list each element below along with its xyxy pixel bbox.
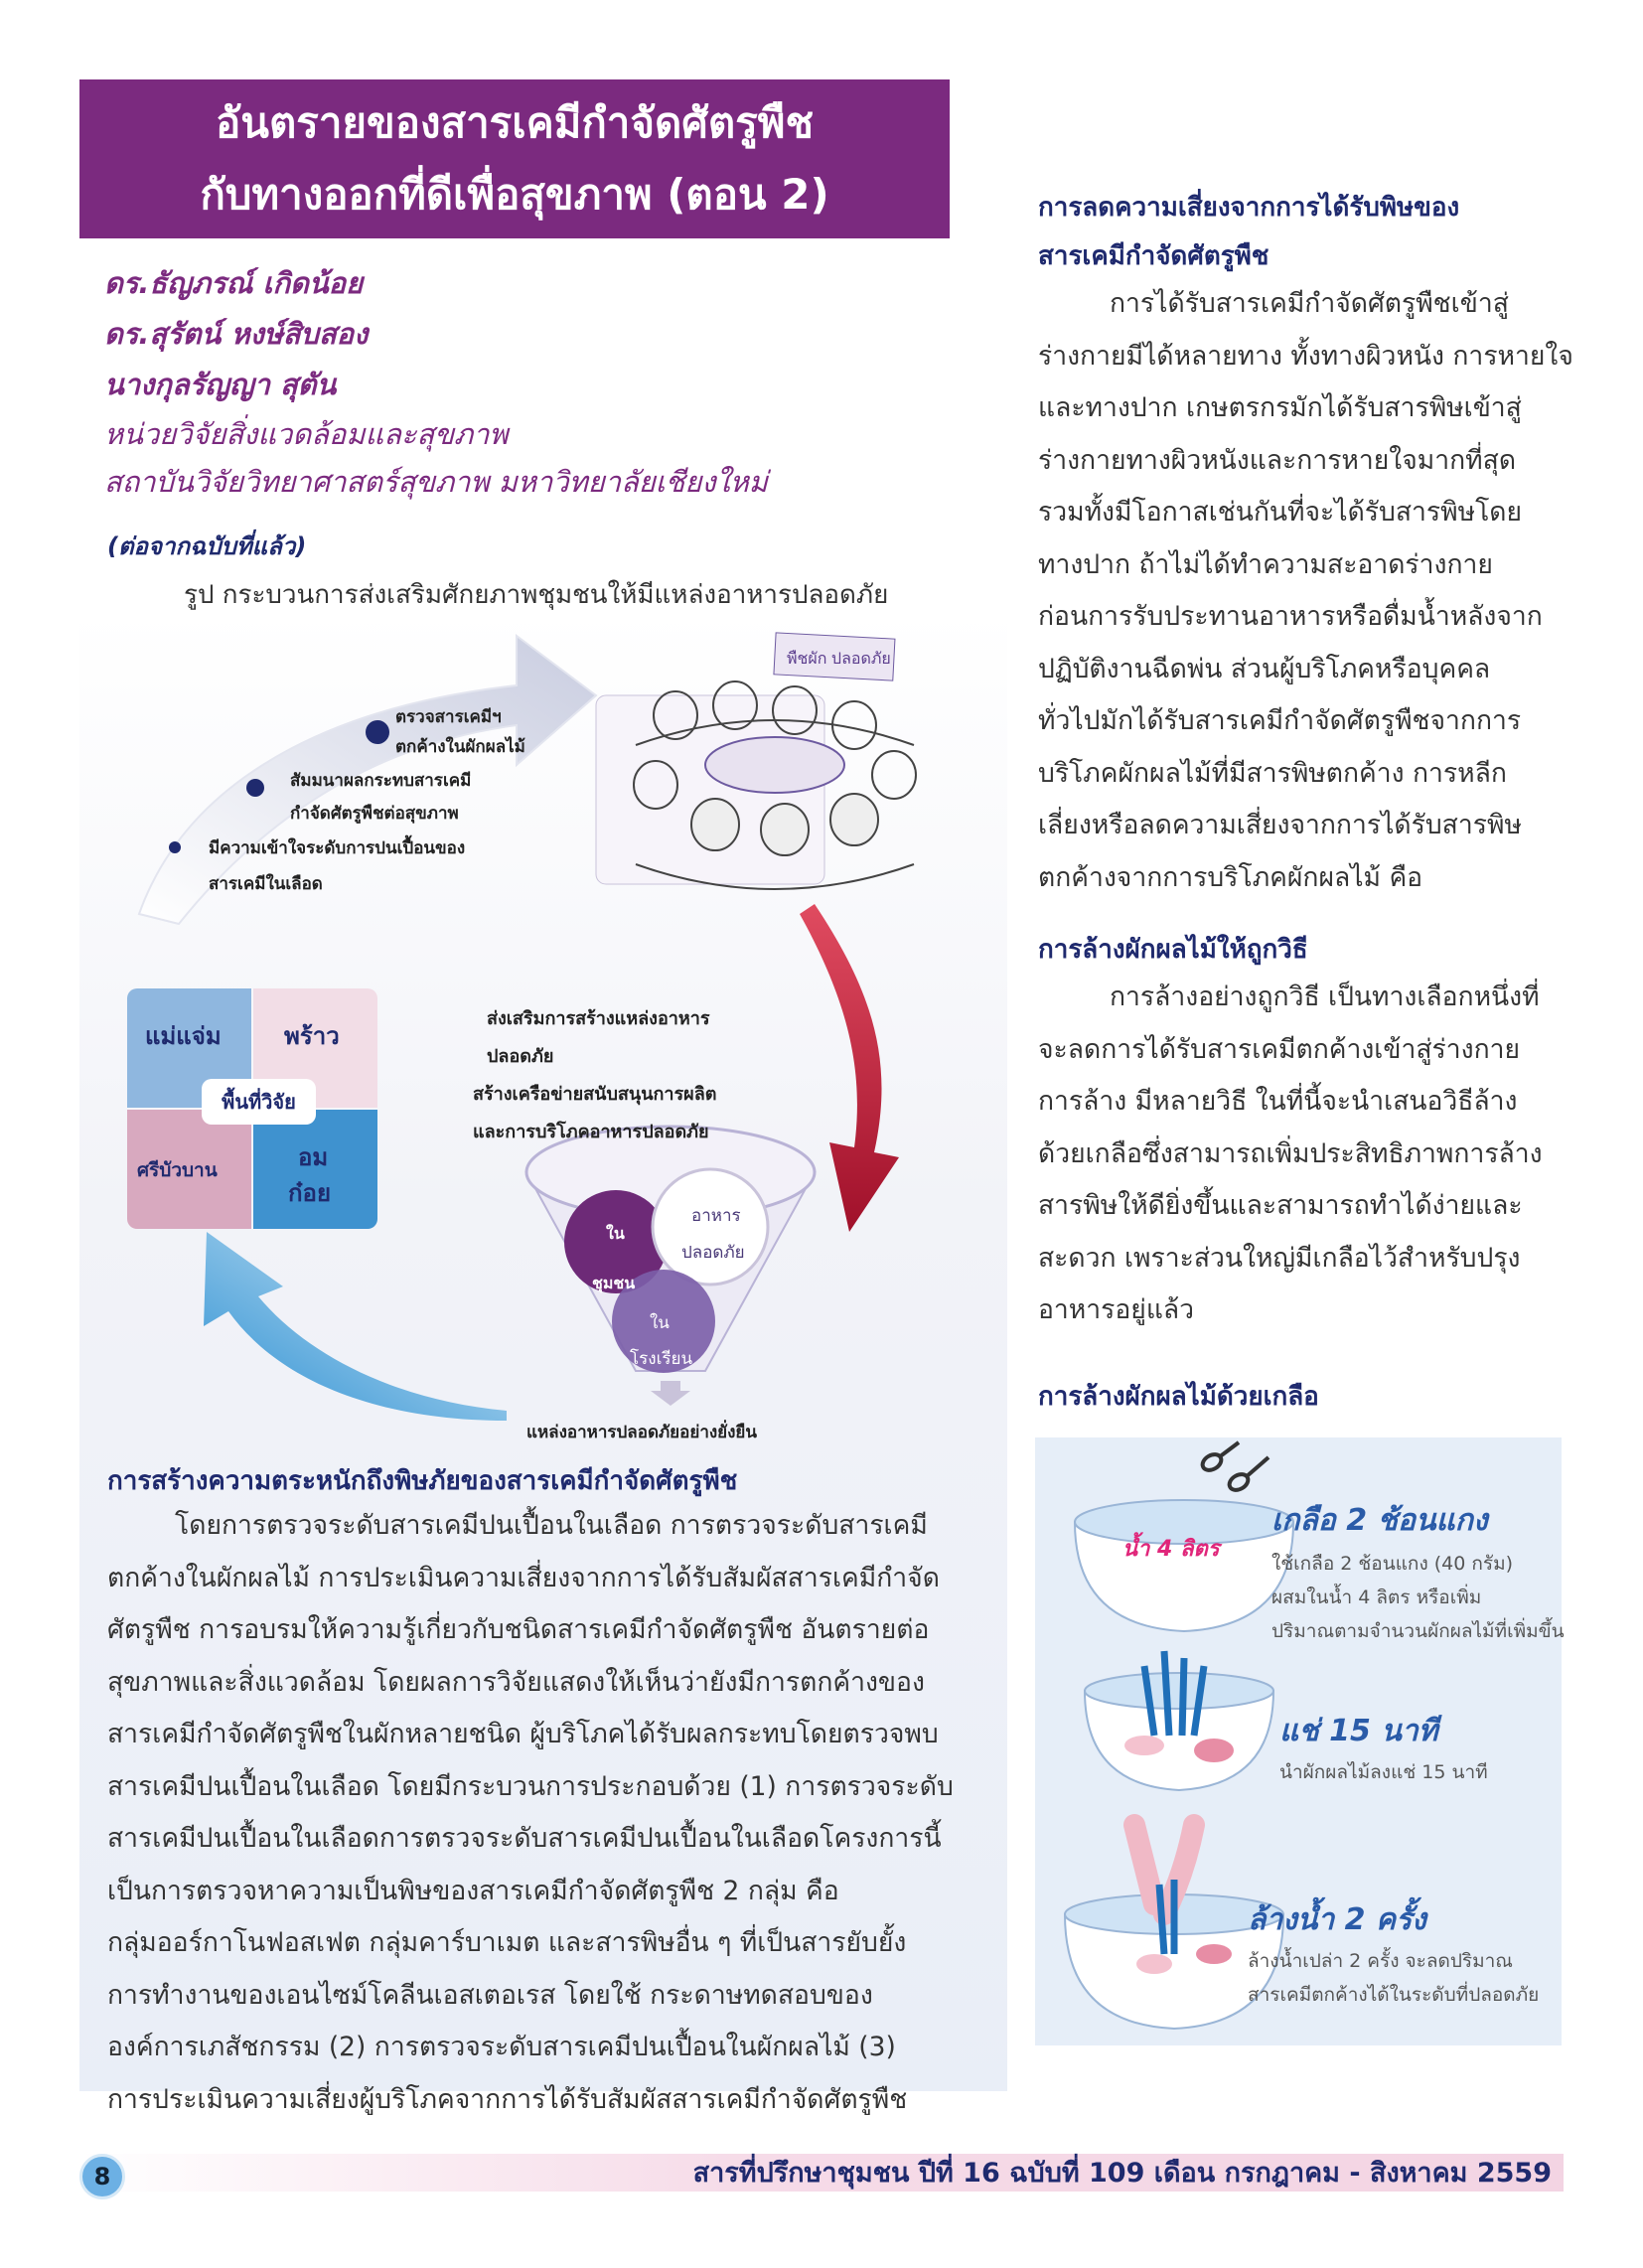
risk-body <box>1038 278 1573 904</box>
awareness-line-8: เป็นการตรวจหาความเป็นพิษของสารเคมีกำจัดศัตรูพืช 2 กลุ่ม คือ <box>107 1875 839 1906</box>
step-rinse-desc-1: ล้างน้ำเปล่า 2 ครั้ง จะลดปริมาณ <box>1248 1950 1513 1972</box>
title-line-2: กับทางออกที่ดีเพื่อสุขภาพ (ตอน 2) <box>200 170 829 219</box>
awareness-body <box>107 1500 981 2126</box>
page-title <box>79 79 950 238</box>
wash-line-2: จะลดการได้รับสารเคมีตกค้างเข้าสู่ร่างกาย <box>1038 1033 1521 1065</box>
step-salt-desc-1: ใช้เกลือ 2 ช้อนแกง (40 กรัม) <box>1271 1553 1514 1575</box>
wash-heading: การล้างผักผลไม้ให้ถูกวิธี <box>1038 935 1308 965</box>
funnel-bottom-label: แหล่งอาหารปลอดภัยอย่างยั่งยืน <box>526 1423 758 1442</box>
wash-line-6: สะดวก เพราะส่วนใหญ่มีเกลือไว้สำหรับปรุง <box>1038 1242 1521 1274</box>
risk-line-1: การได้รับสารเคมีกำจัดศัตรูพืชเข้าสู่ <box>1110 288 1509 319</box>
community-meeting-illustration <box>596 633 916 889</box>
awareness-line-3: ศัตรูพืช การอบรมให้ความรู้เกี่ยวกับชนิดสารเคมีกำจัดศัตรูพืช อันตรายต่อ <box>107 1614 930 1645</box>
awareness-line-2: ตกค้างในผักผลไม้ การประเมินความเสี่ยงจากการได้รับสัมผัสสารเคมีกำจัด <box>107 1562 940 1593</box>
wash-body <box>1038 972 1565 1337</box>
step-1-line-2: ตกค้างในผักผลไม้ <box>395 737 525 757</box>
author-1: ดร.ธัญภรณ์ เกิดน้อย <box>104 266 364 300</box>
awareness-line-11: องค์การเภสัชกรรม (2) การตรวจระดับสารเคมีปนเปื้อนในผักผลไม้ (3) <box>107 2032 896 2062</box>
step-salt-heading: เกลือ 2 ช้อนแกง <box>1271 1503 1488 1538</box>
step-2-line-1: สัมมนาผลกระทบสารเคมี <box>290 771 472 791</box>
promote-line-3: สร้างเครือข่ายสนับสนุนการผลิต <box>473 1084 717 1105</box>
step-2-line-2: กำจัดศัตรูพืชต่อสุขภาพ <box>290 804 459 824</box>
footer-publication: สารที่ปรึกษาชุมชน ปีที่ 16 ฉบับที่ 109 เดือน กรกฎาคม - สิงหาคม 2559 <box>692 2158 1552 2189</box>
wash-line-7: อาหารอยู่แล้ว <box>1038 1294 1195 1325</box>
step-salt-desc-3: ปริมาณตามจำนวนผักผลไม้ที่เพิ่มขึ้น <box>1271 1620 1565 1642</box>
step-rinse-desc-2: สารเคมีตกค้างได้ในระดับที่ปลอดภัย <box>1248 1984 1540 2006</box>
step-dot-2 <box>246 779 264 797</box>
risk-line-2: ร่างกายมีได้หลายทาง ทั้งทางผิวหนัง การหายใจ <box>1038 340 1573 372</box>
title-line-1: อันตรายของสารเคมีกำจัดศัตรูพืช <box>216 98 814 147</box>
risk-line-4: ร่างกายทางผิวหนังและการหายใจมากที่สุด <box>1038 444 1517 476</box>
awareness-line-7: สารเคมีปนเปื้อนในเลือดการตรวจระดับสารเคมีปนเปื้อนในเลือดโครงการนี้ <box>107 1823 942 1854</box>
risk-line-7: ก่อนการรับประทานอาหารหรือดื่มน้ำหลังจาก <box>1038 601 1543 632</box>
risk-heading-line-2: สารเคมีกำจัดศัตรูพืช <box>1038 241 1270 271</box>
step-1-line-1: ตรวจสารเคมีฯ <box>395 707 502 727</box>
awareness-heading: การสร้างความตระหนักถึงพิษภัยของสารเคมีกำจัดศัตรูพืช <box>107 1466 738 1496</box>
risk-line-10: บริโภคผักผลไม้ที่มีสารพิษตกค้าง การหลีก <box>1038 757 1507 789</box>
salt-wash-infographic <box>1035 1437 1565 2045</box>
step-dot-1 <box>366 720 389 744</box>
illustration-sign: พืชผัก ปลอดภัย <box>787 651 891 668</box>
risk-line-8: ปฏิบัติงานฉีดพ่น ส่วนผู้บริโภคหรือบุคคล <box>1038 653 1491 684</box>
promote-line-4: และการบริโภคอาหารปลอดภัย <box>473 1122 709 1142</box>
awareness-line-6: สารเคมีปนเปื้อนในเลือด โดยมีกระบวนการประกอบด้วย (1) การตรวจระดับ <box>107 1770 954 1802</box>
blue-arrow <box>204 1232 507 1421</box>
awareness-line-1: โดยการตรวจระดับสารเคมีปนเปื้อนในเลือด การตรวจระดับสารเคมี <box>175 1510 928 1541</box>
salt-wash-heading: การล้างผักผลไม้ด้วยเกลือ <box>1038 1382 1319 1412</box>
area-omkoi-line-1: อม <box>298 1143 329 1171</box>
promote-line-2: ปลอดภัย <box>487 1046 554 1067</box>
step-3-line-2: สารเคมีในเลือด <box>209 874 323 894</box>
risk-line-5: รวมทั้งมีโอกาสเช่นกันที่จะได้รับสารพิษโดย <box>1038 497 1523 528</box>
area-omkoi-line-2: ก๋อย <box>288 1179 332 1207</box>
affiliation-1: หน่วยวิจัยสิ่งแวดล้อมและสุขภาพ <box>104 417 509 451</box>
risk-heading-line-1: การลดความเสี่ยงจากการได้รับพิษของ <box>1038 193 1460 223</box>
awareness-line-9: กลุ่มออร์กาโนฟอสเฟต กลุ่มคาร์บาเมต และสารพิษอื่น ๆ ที่เป็นสารยับยั้ง <box>107 1927 907 1958</box>
wash-line-4: ด้วยเกลือซึ่งสามารถเพิ่มประสิทธิภาพการล้าง <box>1038 1137 1543 1169</box>
step-dot-3 <box>169 841 181 853</box>
wash-line-3: การล้าง มีหลายวิธี ในที่นี้จะนำเสนอวิธีล้าง <box>1038 1086 1518 1117</box>
step-3-line-1: มีความเข้าใจระดับการปนเปื้อนของ <box>209 838 466 858</box>
awareness-line-4: สุขภาพและสิ่งแวดล้อม โดยผลการวิจัยแสดงให้เห็นว่ายังมีการตกค้างของ <box>107 1666 925 1698</box>
promote-line-1: ส่งเสริมการสร้างแหล่งอาหาร <box>487 1008 710 1029</box>
risk-line-3: และทางปาก เกษตรกรมักได้รับสารพิษเข้าสู่ <box>1038 392 1522 423</box>
wash-line-5: สารพิษให้ดียิ่งขึ้นและสามารถทำได้ง่ายและ <box>1038 1190 1523 1221</box>
water-label: น้ำ 4 ลิตร <box>1122 1537 1220 1562</box>
awareness-line-5: สารเคมีกำจัดศัตรูพืชในผักหลายชนิด ผู้บริโภคได้รับผลกระทบโดยตรวจพบ <box>107 1719 939 1749</box>
area-si-bua-ban: ศรีบัวบาน <box>137 1159 218 1181</box>
area-mae-chaem: แม่แจ่ม <box>145 1022 222 1050</box>
risk-line-11: เลี่ยงหรือลดความเสี่ยงจากการได้รับสารพิษ <box>1038 810 1522 840</box>
step-soak-desc: นำผักผลไม้ลงแช่ 15 นาที <box>1279 1761 1488 1783</box>
awareness-line-12: การประเมินความเสี่ยงผู้บริโภคจากการได้รับสัมผัสสารเคมีกำจัดศัตรูพืช <box>107 2083 908 2115</box>
affiliation-2: สถาบันวิจัยวิทยาศาสตร์สุขภาพ มหาวิทยาลัยเชียงใหม่ <box>104 465 768 499</box>
risk-line-12: ตกค้างจากการบริโภคผักผลไม้ คือ <box>1038 861 1423 893</box>
step-rinse-heading: ล้างน้ำ 2 ครั้ง <box>1248 1902 1426 1937</box>
funnel-food-line-2: ปลอดภัย <box>681 1243 745 1263</box>
research-area-grid <box>127 988 377 1231</box>
red-arrow <box>800 904 899 1232</box>
step-salt-desc-2: ผสมในน้ำ 4 ลิตร หรือเพิ่ม <box>1271 1587 1482 1608</box>
page-number: 8 <box>79 2154 125 2199</box>
figure-caption: รูป กระบวนการส่งเสริมศักยภาพชุมชนให้มีแหล่งอาหารปลอดภัย <box>184 580 889 610</box>
risk-line-6: ทางปาก ถ้าไม่ได้ทำความสะอาดร่างกาย <box>1038 548 1493 580</box>
step-soak-heading: แช่ 15 นาที <box>1279 1714 1438 1748</box>
continued-note: (ต่อจากฉบับที่แล้ว) <box>107 532 307 560</box>
funnel-school-line-1: ใน <box>650 1313 670 1333</box>
risk-line-9: ทั่วไปมักได้รับสารเคมีกำจัดศัตรูพืชจากการ <box>1038 705 1522 736</box>
author-2: ดร.สุรัตน์ หงษ์สิบสอง <box>104 317 369 351</box>
area-phrao: พร้าว <box>284 1022 340 1050</box>
funnel-food-line-1: อาหาร <box>691 1206 741 1226</box>
wash-line-1: การล้างอย่างถูกวิธี เป็นทางเลือกหนึ่งที่ <box>1110 982 1540 1012</box>
funnel-community-line-2: ชุมชน <box>592 1274 636 1292</box>
author-3: นางกุลรัญญา สุตัน <box>104 368 337 401</box>
funnel-school-line-2: โรงเรียน <box>630 1349 693 1369</box>
awareness-line-10: การทำงานของเอนไซม์โคลีนเอสเตอเรส โดยใช้ กระดาษทดสอบของ <box>107 1979 873 2011</box>
funnel-community-line-1: ใน <box>606 1224 625 1243</box>
research-area-label: พื้นที่วิจัย <box>202 1079 316 1125</box>
